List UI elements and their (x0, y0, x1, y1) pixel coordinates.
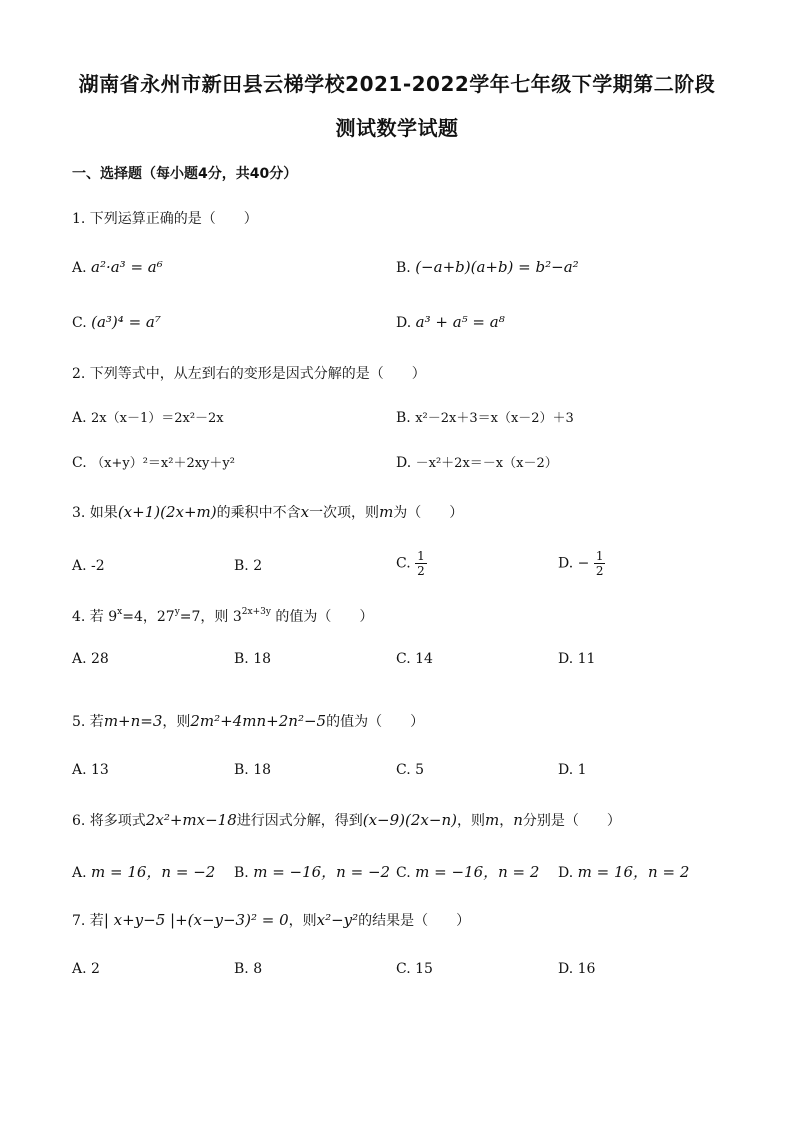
fraction-denominator: 2 (595, 564, 604, 578)
question-7-option-d (558, 961, 595, 977)
question-3-option-a (72, 558, 105, 574)
option-expr: m = −16，n = −2 (253, 863, 391, 881)
stem-text: 的结果是（ ） (358, 913, 471, 929)
option-label: C. (396, 651, 411, 667)
stem-math: (x−9)(2x−n) (362, 811, 457, 829)
stem-text: 6. 将多项式 (72, 813, 146, 829)
question-4-option-b (234, 651, 271, 667)
option-label: C. (396, 555, 411, 572)
stem-text: 3. 如果 (72, 505, 118, 521)
option-label: C. (72, 315, 87, 331)
exam-title-line2: 测试数学试题 (335, 116, 459, 140)
option-expr: （x+y）²＝x²＋2xy＋y² (91, 456, 235, 471)
option-label: B. (396, 410, 411, 426)
stem-text: 5. 若 (72, 714, 104, 730)
fraction (415, 549, 427, 578)
stem-math: 2m²+4mn+2n²−5 (190, 712, 327, 730)
question-1-option-d (396, 313, 505, 331)
stem-text: 的乘积中不含 (216, 505, 301, 521)
option-expr: 13 (91, 762, 109, 778)
option-expr: 2 (253, 558, 263, 574)
question-4-option-c (396, 651, 433, 667)
question-6-option-c (396, 861, 539, 882)
question-7-option-c (396, 961, 433, 977)
option-label: D. (558, 865, 574, 881)
stem-math: m+n=3 (103, 712, 163, 730)
option-expr: -2 (91, 558, 105, 574)
option-label: B. (234, 865, 249, 881)
option-expr: m = 16，n = 2 (577, 863, 690, 881)
question-2-option-c (72, 452, 235, 471)
option-label: A. (72, 762, 87, 778)
question-5-stem (72, 711, 424, 731)
option-label: B. (234, 558, 249, 574)
option-label: A. (72, 410, 87, 426)
stem-math: n (513, 811, 523, 829)
option-expr: 15 (415, 961, 433, 977)
stem-text: ，则 (456, 813, 485, 829)
option-expr: 2 (91, 961, 100, 977)
option-label: D. (396, 315, 412, 331)
option-label: D. (558, 555, 574, 572)
exponent: y (174, 607, 180, 617)
option-expr: 5 (415, 762, 425, 778)
option-expr: 28 (91, 651, 109, 667)
stem-text: 7. 若 (72, 913, 104, 929)
question-6-option-d (558, 861, 689, 882)
option-label: B. (234, 762, 249, 778)
option-expr: －x²＋2x＝－x（x－2） (415, 456, 558, 471)
option-expr: m = 16，n = −2 (91, 863, 216, 881)
question-5-option-a (72, 762, 109, 778)
question-3-option-d (558, 549, 605, 578)
option-expr: 2x（x－1）＝2x²－2x (91, 411, 224, 426)
exponent: 2x+3y (241, 607, 271, 617)
question-7-option-a (72, 961, 100, 977)
option-expr: a³ + a⁵ = a⁸ (415, 313, 505, 331)
stem-math: | x+y−5 |+(x−y−3)² = 0 (103, 911, 289, 929)
question-2-option-d (396, 452, 558, 471)
option-expr: 18 (253, 651, 272, 667)
question-1-option-a (72, 258, 163, 276)
stem-text: 进行因式分解，得到 (236, 813, 363, 829)
question-6-stem (72, 810, 621, 830)
option-label: C. (396, 762, 411, 778)
option-expr: 18 (253, 762, 272, 778)
question-2-option-a (72, 407, 224, 426)
fraction (594, 549, 606, 578)
option-expr: 14 (415, 651, 433, 667)
question-5-option-c (396, 762, 424, 778)
stem-text: =7，则 3 (179, 609, 242, 625)
stem-math: x²−y² (316, 911, 359, 929)
section-heading: 一、选择题（每小题4分，共40分） (72, 166, 298, 182)
stem-text: 的值为（ ） (326, 714, 425, 730)
option-label: D. (558, 762, 574, 778)
question-3-stem (72, 502, 463, 522)
stem-text: =4，27 (122, 609, 175, 625)
option-expr: 8 (253, 961, 263, 977)
question-4-option-d (558, 651, 595, 667)
question-7-stem (72, 910, 470, 930)
question-3-option-b (234, 558, 262, 574)
option-expr: x²－2x＋3＝x（x－2）＋3 (415, 411, 574, 426)
fraction-numerator: 1 (595, 549, 604, 563)
option-label: B. (234, 651, 249, 667)
exponent: x (117, 607, 123, 617)
option-expr: a²·a³ = a⁶ (91, 258, 163, 276)
option-label: D. (396, 455, 412, 471)
option-label: C. (396, 865, 411, 881)
option-label: C. (396, 961, 411, 977)
stem-text: 为（ ） (393, 505, 464, 521)
stem-text: 4. 若 9 (72, 609, 118, 625)
option-label: A. (72, 865, 87, 881)
question-1-option-b (396, 258, 579, 276)
question-1-stem: 1. 下列运算正确的是（ ） (72, 211, 258, 227)
option-label: D. (558, 651, 574, 667)
question-6-option-a (72, 861, 215, 882)
question-5-option-d (558, 762, 587, 778)
stem-text: 的值为（ ） (270, 609, 374, 625)
stem-math: x (300, 503, 310, 521)
stem-text: ，则 (162, 714, 191, 730)
fraction-numerator: 1 (417, 549, 425, 563)
option-expr: m = −16，n = 2 (415, 863, 540, 881)
stem-text: ， (499, 813, 514, 829)
option-label: A. (72, 260, 87, 276)
stem-text: ，则 (288, 913, 317, 929)
stem-math: m (379, 503, 394, 521)
question-7-option-b (234, 961, 262, 977)
stem-text: 分别是（ ） (522, 813, 621, 829)
option-label: B. (234, 961, 249, 977)
option-label: D. (558, 961, 574, 977)
question-3-option-c (396, 549, 427, 578)
option-label: A. (72, 961, 87, 977)
stem-math: (x+1)(2x+m) (117, 503, 217, 521)
option-expr: 11 (577, 651, 596, 667)
option-label: A. (72, 558, 87, 574)
question-4-stem (72, 606, 373, 626)
fraction-denominator: 2 (417, 564, 425, 578)
stem-math: 2x²+mx−18 (145, 811, 237, 829)
option-label: B. (396, 260, 411, 276)
option-label: C. (72, 455, 87, 471)
option-expr: (−a+b)(a+b) = b²−a² (415, 258, 579, 276)
stem-text: 一次项，则 (309, 505, 380, 521)
question-6-option-b (234, 861, 390, 882)
question-2-option-b (396, 407, 574, 426)
question-5-option-b (234, 762, 271, 778)
question-2-stem: 2. 下列等式中，从左到右的变形是因式分解的是（ ） (72, 366, 426, 382)
question-1-option-c (72, 313, 161, 331)
fraction-sign: − (577, 555, 590, 572)
exam-title-line1: 湖南省永州市新田县云梯学校2021-2022学年七年级下学期第二阶段 (78, 72, 716, 96)
option-expr: (a³)⁴ = a⁷ (91, 313, 161, 331)
stem-math: m (484, 811, 500, 829)
option-expr: 1 (577, 762, 587, 778)
question-4-option-a (72, 651, 109, 667)
option-expr: 16 (577, 961, 596, 977)
option-label: A. (72, 651, 87, 667)
